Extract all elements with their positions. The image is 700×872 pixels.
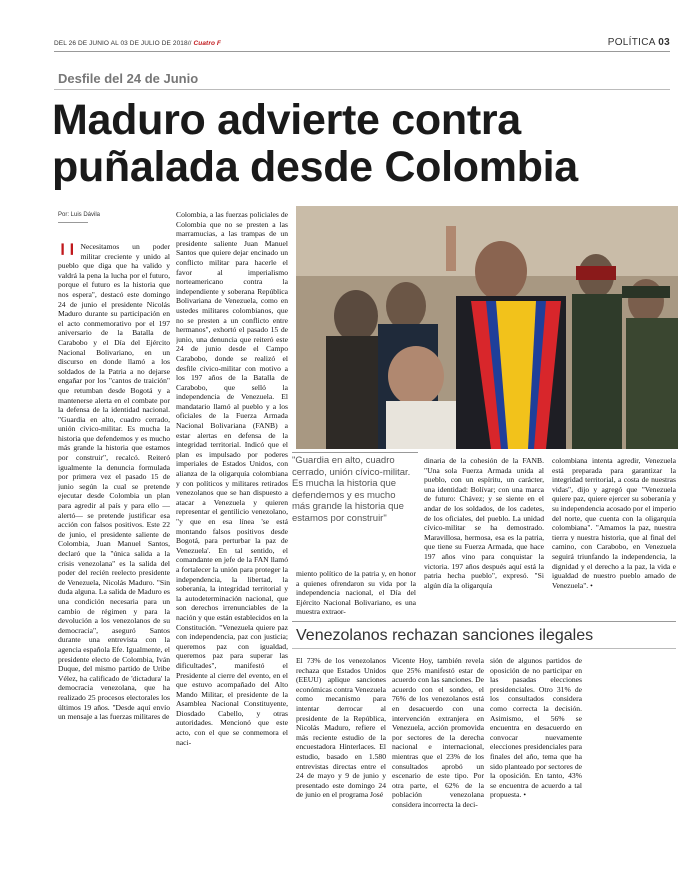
pull-quote: "Guardia en alto, cuadro cerrado, unión cívico-militar. Es mucha la historia que defendemos y es mucho más grande la historia que estamos por construir" <box>292 455 411 524</box>
article-byline: Por: Luis Dávila <box>58 212 101 218</box>
pullquote-divider <box>292 452 418 453</box>
header-divider <box>54 51 670 52</box>
sidebar-column-2: Vicente Hoy, también revela que 25% manifestó estar de acuerdo con las sanciones. De acuerdo con el sondeo, el 76% de los venezolanos está en desacuerdo con una intervención extranjera en Venezuela, acción promovida por sectores de la derecha nacional e internacional, mientras que el 23% de los consultados aprobó un escenario de este tipo. Por otra parte, el 62% de la población venezolana considera incorrecta la deci- <box>392 656 484 809</box>
sidebar-divider-bottom <box>292 648 676 649</box>
article-headline: Maduro advierte contra puñalada desde Colombia <box>52 96 578 191</box>
sidebar-divider-top <box>292 621 676 622</box>
article-photo <box>296 206 678 449</box>
sidebar-column-3: sión de algunos partidos de oposición de no participar en las pasadas elecciones presidenciales. Otro 31% de los consultados considera como correcta la decisión. Asimismo, el 56% se encuentra en desacuerdo en convocar nuevamente elecciones presidenciales para finales del año, tema que ha sido planteado por sectores de la oposición. En tanto, 43% se encuentra de acuerdo a tal propuesta. • <box>490 656 582 800</box>
section-page: POLÍTICA 03 <box>607 37 670 48</box>
article-column-1: ❙❙ Necesitamos un poder militar creciente y unido al pueblo que diga que ha valido y valdrá la pena la lucha por el futuro, porque el futuro es la historia que nos espera", destacó este domingo 24 de junio el presidente Nicolás Maduro durante su participación en el acto conmemorativo por el 197 aniversario de la Batalla de Carabobo y el Día del Ejército Nacional Bolivariano, en un discurso en donde llamó a los soldados de la Patria a no dejarse engañar por los "cantos de traición" que retumban desde Bogotá y a mantenerse alerta en el combate por la defensa de la identidad nacional. "Guardia en alto, cuadro cerrado, unión cívico-militar. Es mucha la historia que defendemos y es mucho más grande la historia que estamos por construir", recalcó. Reiteró igualmente la denuncia formulada por primera vez el pasado 15 de junio según la cual se pretende ejecutar desde Colombia un plan para agredir al país y para ello —alertó— se pretende justificar esa acción con falsos positivos. Este 22 de junio, el presidente saliente de Colombia, Juan Manuel Santos, declaró que la "única salida a la crisis venezolana" es la salida del poder del recién reelecto presidente de Venezuela, Nicolás Maduro. "Sin duda alguna. La salida de Maduro es una condición necesaria para un cambio de régimen y para la devolución a los venezolanos de su democracia", aseguró Santos durante una entrevista con la agencia española Efe. Igualmente, el presidente electo de Colombia, Iván Duque, del mismo partido de Uribe Vélez, ha calificado de 'dictadura' la democracia venezolana, que ha realizado 25 procesos electorales los últimos 19 años. "Desde aquí envío un mensaje a las fuerzas militares de <box>58 242 170 722</box>
kicker-divider <box>54 89 670 90</box>
dropcap-quote-icon: ❙❙ <box>58 243 77 255</box>
article-column-5: colombiana intenta agredir, Venezuela está preparada para garantizar la integridad territorial, a costa de nuestras vidas", dijo y agregó que "Venezuela quiere paz, quiere ejercer su soberanía y su independencia acosado por el imperio del norte, que cuenta con la oligarquía colombiana". "Amamos la paz, nuestra tierra y nuestra historia, que al final del camino, con Carabobo, en Venezuela seguirá triunfando la independencia, la dignidad y el derecho a la paz, la vida e igualdad de nuestro pueblo amado de Venezuela". • <box>552 456 676 590</box>
article-column-3: miento político de la patria y, en honor a quienes ofrendaron su vida por la independencia nacional, el Día del Ejército Nacional Bolivariano, es una muestra extraor- <box>296 569 416 617</box>
article-column-2: Colombia, a las fuerzas policiales de Colombia que no se presten a las marramucias, a las trampas de un presidente saliente Juan Manuel Santos que quiere dejar encinado un conflicto militar para hacerle el favor al imperialismo norteamericano contra la independiente y soberana República Bolivariana de Venezuela, como en ustedes militares colombianos, que no se presten a un conflicto entre hermanos", exhortó el pasado 15 de junio, una denuncia que reiteró este 24 de junio desde el Campo Carabobo, donde se realizó el desfile cívico-militar con motivo a los 197 años de la Batalla de Carabobo, que selló la independencia de Venezuela. El mandatario llamó al pueblo y a los oficiales de la Fuerza Armada Nacional Bolivariana (FANB) a estar alertas en defensa de la integridad territorial. Indicó que el plan es impulsado por poderes imperiales de Estados Unidos, con alianza de la oligarquía colombiana y con políticos y militares retirados venezolanos que se han dispuesto a atacar a Venezuela y quieren representar el gentilicio venezolano, "y que en esa línea 'se está montando falsos positivos desde Bogotá, para perturbar la paz de Venezuela'. En tal sentido, el comandante en jefe de la FAN llamó a fortalecer la unión para proteger la independencia, la libertad, la soberanía, la integridad territorial y la autodeterminación nacional, que son derechos irrenunciables de la nación y que están establecidos en la Constitución. "Venezuela quiere paz con independencia, paz con justicia; queremos paz con igualdad, queremos paz para superar las dificultades", manifestó el Presidente al cierre del evento, en el que estuvo acompañado del Alto Mando Militar, el presidente de la Asamblea Nacional Constituyente, Diosdado Cabello, y otras autoridades. Mencionó que este acto, con el que se conmemora el naci- <box>176 210 288 747</box>
brand-logo: Cuatro F <box>193 40 221 47</box>
parade-photo-illustration <box>296 206 678 449</box>
issue-date: DEL 26 DE JUNIO AL 03 DE JULIO DE 2018// Cuatro F <box>54 40 221 47</box>
sidebar-title: Venezolanos rechazan sanciones ilegales <box>296 627 594 644</box>
byline-divider <box>58 222 88 223</box>
article-kicker: Desfile del 24 de Junio <box>58 71 199 86</box>
sidebar-column-1: El 73% de los venezolanos rechaza que Estados Unidos (EEUU) aplique sanciones económicas contra Venezuela como mecanismo para intentar derrocar al presidente de la República, Nicolás Maduro, refiere el más reciente estudio de la encuestadora Hinterlaces. El estudio, basado en 1.580 entrevistas directas entre el 24 de mayo y 9 de junio y presentado este domingo 24 de junio en el programa José <box>296 656 386 800</box>
article-column-4: dinaria de la cohesión de la FANB. "Una sola Fuerza Armada unida al pueblo, con un espíritu, un carácter, una identidad: Bolívar; con una marca de futuro: Chávez; y se siente en el andar de los soldados, de los cadetes, de los oficiales, del pueblo. La unidad cívico-militar se ha demostrado. Maravillosa, hermosa, esa es la patria, que tiene su Fuerza Armada, que hace 197 años vino para conquistar la victoria. 197 años después aquí está la patria hecha pueblo", expresó. "Si algún día la oligarquía <box>424 456 544 590</box>
